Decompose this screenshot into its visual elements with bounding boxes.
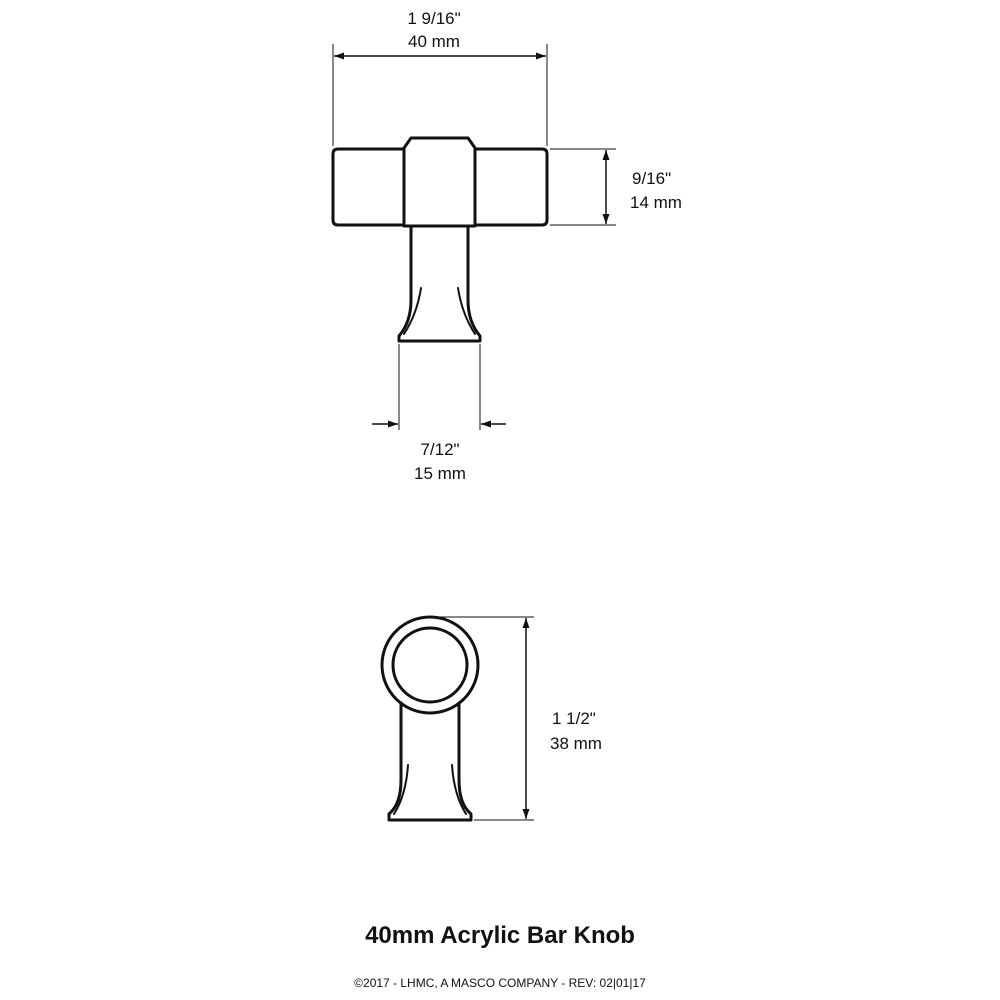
side-view [382,617,478,820]
base-width-metric: 15 mm [414,464,466,483]
overall-width-dimension [333,44,547,146]
base-width-dimension [372,344,506,430]
projection-dimension [440,617,534,820]
knob-head-outer [382,617,478,713]
product-title: 40mm Acrylic Bar Knob [365,922,635,949]
knob-collar [404,138,475,226]
overall-width-imperial: 1 9/16" [407,9,461,28]
front-view [333,138,547,341]
copyright-notice: ©2017 - LHMC, A MASCO COMPANY - REV: 02|01|17 [354,976,646,990]
overall-width-metric: 40 mm [408,32,460,51]
bar-height-metric: 14 mm [630,193,682,212]
knob-stem [399,226,480,341]
side-stem [389,703,471,820]
knob-head-inner [393,628,467,702]
projection-metric: 38 mm [550,734,602,753]
projection-imperial: 1 1/2" [552,709,596,728]
base-width-imperial: 7/12" [420,440,460,459]
bar-height-imperial: 9/16" [632,169,672,188]
bar-height-dimension [550,149,616,225]
